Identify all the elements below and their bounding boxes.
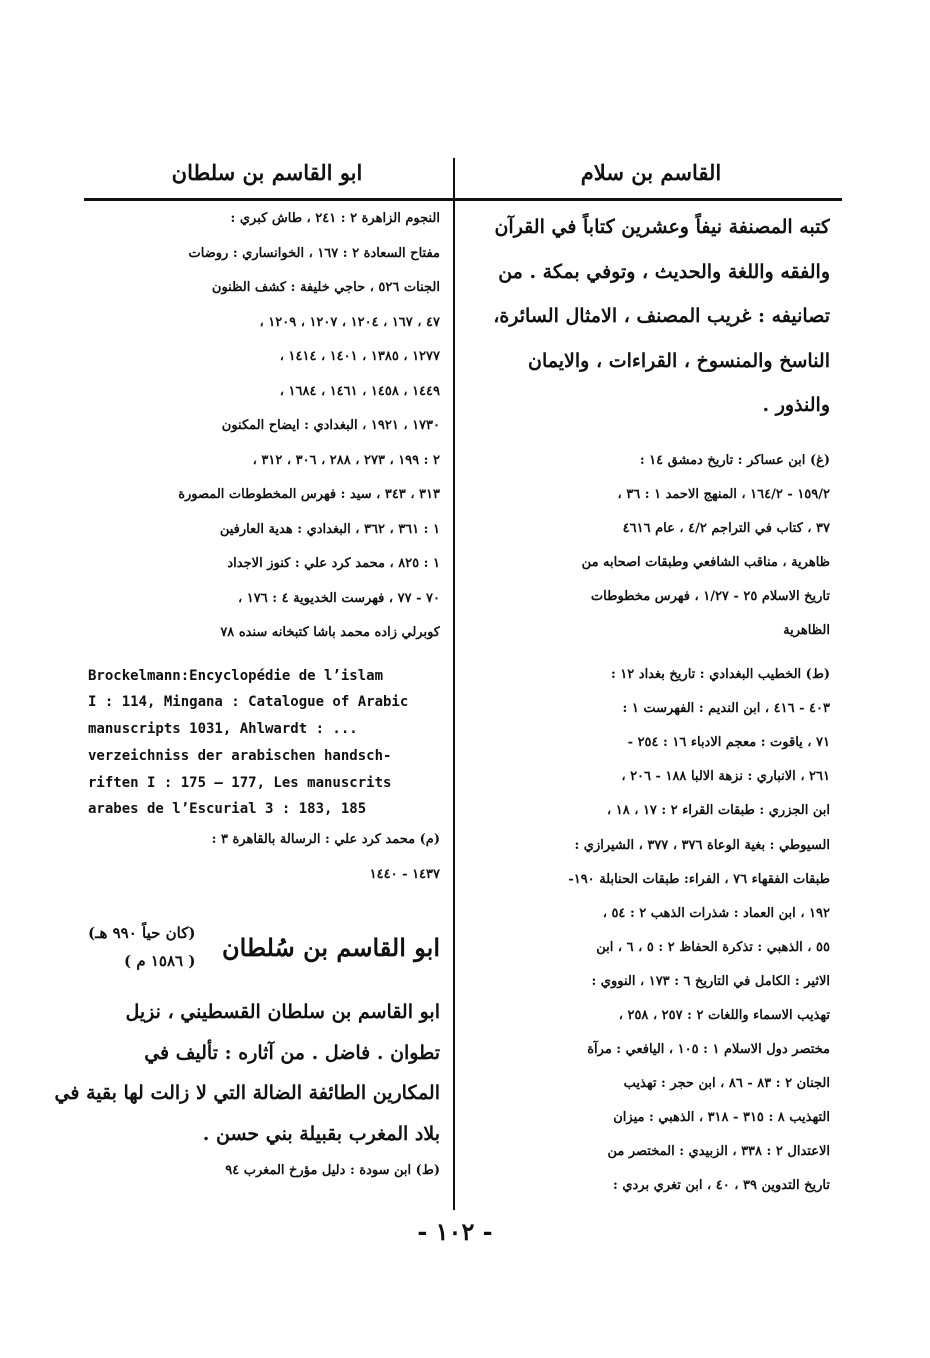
column-divider — [453, 158, 455, 1210]
text-line: طبقات الفقهاء ٧٦ ، الفراء: طبقات الحنابلة ١٩٠- — [568, 871, 830, 887]
text-line: ٣١٣ ، ٣٤٣ ، سيد : فهرس المخطوطات المصورة — [178, 487, 440, 502]
text-line: ٤٧ ، ١٦٧ ، ١٢٠٤ ، ١٢٠٧ ، ١٢٠٩ ، — [259, 314, 440, 330]
entry-name: ابو القاسم بن سُلطان — [222, 932, 440, 962]
text-line: مفتاح السعادة ٢ : ١٦٧ ، الخوانساري : روضات — [188, 245, 440, 261]
text-line: (م) محمد كرد علي : الرسالة بالقاهرة ٣ : — [211, 832, 440, 848]
text-line: كوبرلي زاده محمد باشا كتبخانه سنده ٧٨ — [220, 625, 440, 640]
text-line: ١ : ٣٦١ ، ٣٦٢ ، البغدادي : هدية العارفين — [219, 521, 440, 537]
text-line: والفقه واللغة والحديث ، وتوفي بمكة . من — [498, 260, 830, 283]
latin-line: manuscripts 1031, Ahlwardt : ... — [88, 721, 358, 738]
text-line: (ط) الخطيب البغدادي : تاريخ بغداد ١٢ : — [610, 667, 830, 683]
text-line: ٢ : ١٩٩ ، ٢٧٣ ، ٢٨٨ ، ٣٠٦ ، ٣١٢ ، — [252, 452, 440, 468]
text-line: بلاد المغرب بقبيلة بني حسن . — [202, 1122, 440, 1145]
text-line: ٧١ ، ياقوت : معجم الادباء ١٦ : ٢٥٤ - — [627, 735, 830, 751]
text-line: تهذيب الاسماء واللغات ٢ : ٢٥٧ ، ٢٥٨ ، — [618, 1008, 830, 1023]
text-line: الاعتدال ٢ : ٣٣٨ ، الزبيدي : المختصر من — [607, 1144, 830, 1160]
right-column-header: القاسم بن سلام — [580, 159, 722, 185]
text-line: ١٧٣٠ ، ١٩٢١ ، البغدادي : ايضاح المكنون — [221, 418, 440, 433]
page-number: - ١٠٢ - — [417, 1217, 493, 1246]
latin-line: I : 114, Mingana : Catalogue of Arabic — [88, 694, 409, 711]
text-line: الناسخ والمنسوخ ، القراءات ، والايمان — [528, 349, 830, 372]
left-column-header: ابو القاسم بن سلطان — [171, 159, 363, 185]
text-line: المكارين الطائفة الضالة التي لا زالت لها بقية في — [54, 1082, 440, 1105]
latin-line: arabes de l’Escurial 3 : 183, 185 — [88, 801, 367, 818]
text-line: ٧٠ - ٧٧ ، فهرست الخديوية ٤ : ١٧٦ ، — [238, 590, 440, 606]
text-line: ٣٧ ، كتاب في التراجم ٤/٢ ، عام ٤٦١٦ — [622, 520, 830, 536]
text-line: (غ) ابن عساكر : تاريخ دمشق ١٤ : — [639, 452, 830, 468]
references-continued — [88, 202, 440, 651]
intro-paragraph — [462, 205, 830, 428]
text-line: تصانيفه : غريب المصنف ، الامثال السائرة، — [493, 305, 830, 327]
text-line: ١٢٧٧ ، ١٣٨٥ ، ١٤٠١ ، ١٤١٤ ، — [279, 349, 440, 364]
sources-line: (ط) ابن سودة : دليل مؤرخ المغرب ٩٤ — [225, 1163, 440, 1179]
text-line: السيوطي : بغية الوعاة ٣٧٦ ، ٣٧٧ ، الشيرازي : — [574, 837, 830, 853]
text-line: ظاهرية ، مناقب الشافعي وطبقات اصحابه من — [581, 554, 830, 570]
text-line: التهذيب ٨ : ٣١٥ - ٣١٨ ، الذهبي : ميزان — [613, 1110, 830, 1126]
text-line: ٤٠٣ - ٤١٦ ، ابن النديم : الفهرست ١ : — [622, 701, 830, 717]
header-rule — [84, 198, 842, 201]
text-line: النجوم الزاهرة ٢ : ٢٤١ ، طاش كبري : — [230, 211, 440, 226]
references-gh — [462, 444, 830, 649]
entry-heading — [88, 912, 440, 982]
text-line: كتبه المصنفة نيفاً وعشرين كتاباً في القرآن — [494, 216, 830, 238]
text-line: الجنان ٢ : ٨٣ - ٨٦ ، ابن حجر : تهذيب — [623, 1076, 830, 1092]
text-line: الجنات ٥٢٦ ، حاجي خليفة : كشف الظنون — [211, 280, 440, 295]
text-line: ١٥٩/٢ - ١٦٤/٢ ، المنهج الاحمد ١ : ٣٦ ، — [617, 486, 830, 502]
text-line: ابن الجزري : طبقات القراء ٢ : ١٧ ، ١٨ ، — [606, 803, 830, 819]
text-line: ٥٥ ، الذهبي : تذكرة الحفاظ ٢ : ٥ ، ٦ ، ابن — [596, 939, 830, 955]
text-line: ١٩٢ ، ابن العماد : شذرات الذهب ٢ : ٥٤ ، — [602, 905, 830, 921]
date-gregorian: ( ١٥٨٦ م ) — [124, 952, 196, 971]
latin-line: verzeichniss der arabischen handsch- — [88, 747, 392, 764]
text-line: ابو القاسم بن سلطان القسطيني ، نزيل — [125, 1001, 440, 1024]
right-column — [462, 205, 830, 1204]
references-t — [462, 658, 830, 1204]
text-line: تاريخ التدوين ٣٩ ، ٤٠ ، ابن تغري بردي : — [613, 1178, 830, 1194]
latin-references — [88, 663, 440, 824]
text-line: الاثير : الكامل في التاريخ ٦ : ١٧٣ ، النووي : — [591, 973, 830, 989]
text-line: تاريخ الاسلام ٢٥ - ١/٢٧ ، فهرس مخطوطات — [590, 588, 830, 604]
references-m — [88, 823, 440, 892]
text-line: الظاهرية — [783, 622, 830, 638]
entry-dates — [88, 919, 195, 975]
text-line: تطوان . فاضل . من آثاره : تأليف في — [144, 1041, 440, 1064]
text-line: ١٤٤٩ ، ١٤٥٨ ، ١٤٦١ ، ١٦٨٤ ، — [279, 383, 440, 399]
text-line: ١ : ٨٢٥ ، محمد كرد علي : كنوز الاجداد — [227, 556, 440, 571]
biography-paragraph — [54, 992, 440, 1154]
text-line: ١٤٣٧ - ١٤٤٠ — [369, 866, 440, 882]
text-line: ٢٦١ ، الانباري : نزهة الالبا ١٨٨ - ٢٠٦ ، — [621, 769, 830, 785]
left-column — [54, 202, 440, 1188]
date-hijri: (كان حياً ٩٩٠ هـ) — [88, 924, 196, 943]
latin-line: riften I : 175 — 177, Les manuscrits — [88, 774, 392, 791]
text-line: والنذور . — [762, 394, 830, 416]
latin-line: Brockelmann:Encyclopédie de l’islam — [88, 667, 384, 684]
text-line: مختصر دول الاسلام ١ : ١٠٥ ، اليافعي : مرآة — [587, 1042, 830, 1058]
